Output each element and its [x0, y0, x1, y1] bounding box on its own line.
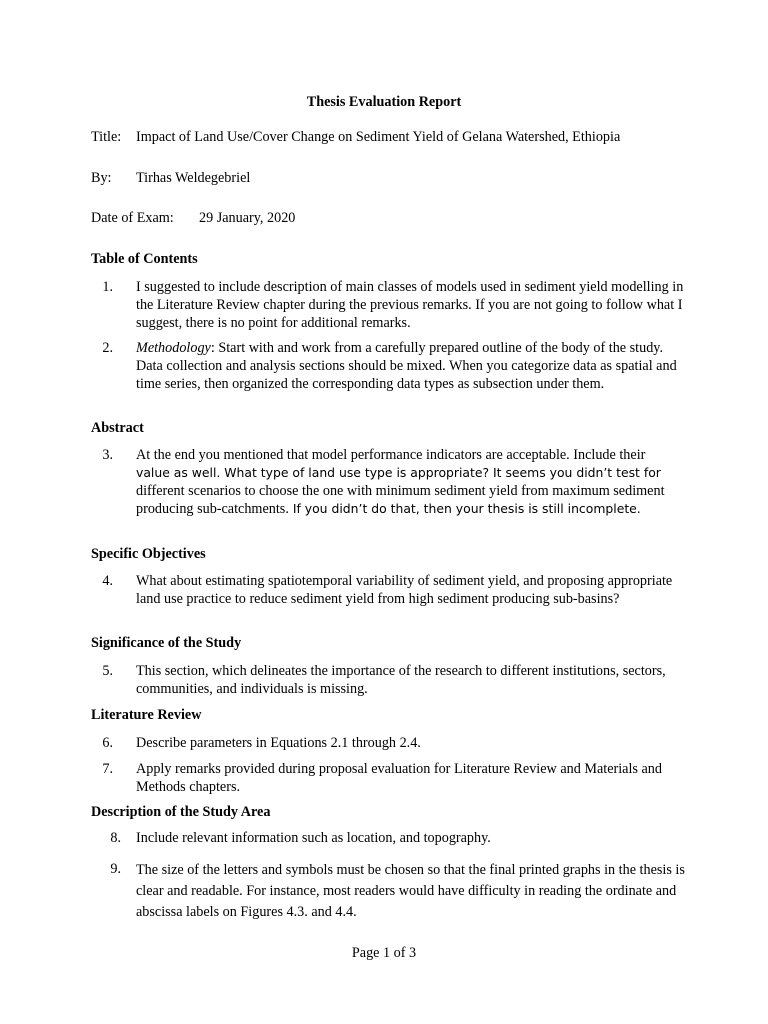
remark-number: 7. [102, 761, 113, 777]
remark-text: Describe parameters in Equations 2.1 through 2.4. [136, 735, 421, 751]
page-number: Page 1 of 3 [351, 945, 417, 961]
remark-number: 1. [102, 279, 113, 295]
remark-line: different scenarios to choose the one with minimum sediment yield from maximum sediment producing sub-catchments. [136, 483, 665, 517]
remark-line: At the end you mentioned that model performance indicators are acceptable. Include their [136, 447, 646, 463]
author-line [91, 169, 250, 187]
methodology-lead: Methodology [136, 340, 211, 356]
remark-number: 3. [102, 447, 113, 463]
section-heading-study-area: Description of the Study Area [91, 804, 271, 820]
thesis-title: Impact of Land Use/Cover Change on Sediment Yield of Gelana Watershed, Ethiopia [136, 129, 621, 145]
author-name: Tirhas Weldegebriel [136, 170, 251, 186]
thesis-title-line [91, 128, 620, 146]
remark-text [136, 446, 691, 518]
date-label: Date of Exam: [91, 210, 174, 226]
remark-text [136, 339, 691, 393]
by-label: By: [91, 170, 112, 186]
remark-number: 2. [102, 340, 113, 356]
remark-text: I suggested to include description of main classes of models used in sediment yield modelling in the Literature Review chapter during the previous remarks. If you are not going to follow what I suggest, there is no point for additional remarks. [136, 279, 684, 331]
remark-line: If you didn’t do that, then your thesis is still incomplete. [288, 501, 641, 516]
remark-number: 4. [102, 573, 113, 589]
remark-number: 9. [110, 861, 121, 877]
remark-number: 5. [102, 663, 113, 679]
exam-date-line [91, 209, 295, 227]
title-label: Title: [91, 129, 122, 145]
section-heading-literature: Literature Review [91, 707, 202, 723]
remark-text: What about estimating spatiotemporal variability of sediment yield, and proposing appropriate land use practice to reduce sediment yield from high sediment producing sub-basins? [136, 573, 673, 607]
remark-text: Apply remarks provided during proposal evaluation for Literature Review and Materials and Methods chapters. [136, 761, 662, 795]
section-heading-objectives: Specific Objectives [91, 546, 206, 562]
remark-text: The size of the letters and symbols must be chosen so that the final printed graphs in the thesis is clear and readable. For instance, most readers would have difficulty in reading the ordinate and abscissa labels on Figures 4.3. and 4.4. [136, 862, 685, 920]
section-heading-significance: Significance of the Study [91, 635, 242, 651]
methodology-text: : Start with and work from a carefully prepared outline of the body of the study. Data collection and analysis sections should be mixed. When you categorize data as spatial and time series, then organized the corresponding data types as subsection under them. [136, 340, 677, 392]
exam-date: 29 January, 2020 [199, 210, 296, 226]
remark-number: 6. [102, 735, 113, 751]
remark-number: 8. [110, 830, 121, 846]
section-heading-toc: Table of Contents [91, 251, 198, 267]
remark-text: This section, which delineates the importance of the research to different institutions, sectors, communities, and individuals is missing. [136, 663, 666, 697]
section-heading-abstract: Abstract [91, 420, 144, 436]
page-title: Thesis Evaluation Report [306, 94, 462, 110]
remark-line: value as well. What type of land use type is appropriate? It seems you didn’t test for [136, 465, 661, 480]
remark-text: Include relevant information such as location, and topography. [136, 830, 491, 846]
